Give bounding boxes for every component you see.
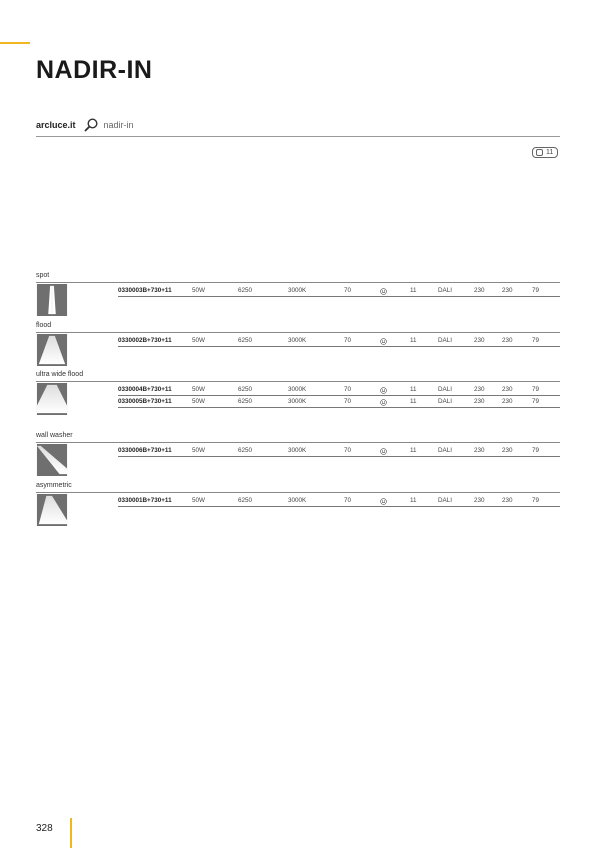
- group-divider: [36, 492, 560, 493]
- cell-d: 79: [532, 398, 540, 405]
- cell-cct: 3000K: [288, 497, 307, 504]
- group-label: asymmetric: [36, 482, 72, 489]
- search-icon[interactable]: [84, 118, 98, 132]
- cell-cct: 3000K: [288, 398, 307, 405]
- cell-ip: 11: [410, 447, 417, 454]
- cell-driver: DALI: [438, 287, 452, 294]
- cell-code: 0330002B+730+11: [118, 337, 172, 344]
- cell-code: 0330006B+730+11: [118, 447, 172, 454]
- table-row: [118, 335, 560, 347]
- row-divider: [118, 456, 560, 457]
- cell-ip: 11: [410, 337, 417, 344]
- cell-lumen: 6250: [238, 447, 253, 454]
- cell-v1: 230: [474, 337, 485, 344]
- cell-v1: 230: [474, 447, 485, 454]
- cell-v1: 230: [474, 497, 485, 504]
- cell-ip: 11: [410, 287, 417, 294]
- plug-icon: [380, 338, 387, 345]
- cell-driver: DALI: [438, 337, 452, 344]
- beam-ultra-wide-icon: [36, 383, 68, 415]
- table-row: [118, 285, 560, 297]
- group-divider: [36, 381, 560, 382]
- page-number: 328: [36, 823, 53, 834]
- plug-icon: [380, 399, 387, 406]
- accent-line-top: [0, 42, 30, 44]
- cell-code: 0330004B+730+11: [118, 386, 172, 393]
- cell-v2: 230: [502, 337, 513, 344]
- row-divider: [118, 296, 560, 297]
- group-divider: [36, 442, 560, 443]
- cell-cct: 3000K: [288, 386, 307, 393]
- cell-power: 50W: [192, 447, 205, 454]
- cell-cri: 70: [344, 337, 352, 344]
- table-row: [118, 396, 560, 408]
- group-label: ultra wide flood: [36, 371, 84, 378]
- cell-code: 0330003B+730+11: [118, 287, 172, 294]
- cell-driver: DALI: [438, 447, 452, 454]
- cell-cct: 3000K: [288, 337, 307, 344]
- cell-power: 50W: [192, 337, 205, 344]
- plug-icon: [380, 288, 387, 295]
- search-query[interactable]: nadir-in: [103, 120, 134, 130]
- beam-wall-washer-icon: [36, 444, 68, 476]
- cell-power: 50W: [192, 398, 205, 405]
- cell-cri: 70: [344, 386, 352, 393]
- cell-v1: 230: [474, 386, 485, 393]
- cell-v2: 230: [502, 386, 513, 393]
- table-row: [118, 495, 560, 507]
- cell-cri: 70: [344, 447, 352, 454]
- cell-ip: 11: [410, 398, 417, 405]
- plug-icon: [380, 387, 387, 394]
- cell-power: 50W: [192, 287, 205, 294]
- cell-v2: 230: [502, 398, 513, 405]
- table-row: [118, 384, 560, 396]
- group-label: flood: [36, 322, 52, 329]
- cell-cri: 70: [344, 398, 352, 405]
- cell-lumen: 6250: [238, 398, 253, 405]
- table-row: [118, 445, 560, 457]
- row-divider: [118, 506, 560, 507]
- beam-asymmetric-icon: [36, 494, 68, 526]
- accent-line-bottom: [70, 818, 72, 848]
- cell-lumen: 6250: [238, 337, 253, 344]
- cell-d: 79: [532, 337, 540, 344]
- row-divider: [118, 407, 560, 408]
- square-icon: [536, 149, 543, 156]
- group-label: wall washer: [36, 432, 73, 439]
- cell-d: 79: [532, 497, 540, 504]
- cell-power: 50W: [192, 386, 205, 393]
- cell-ip: 11: [410, 386, 417, 393]
- cell-lumen: 6250: [238, 386, 253, 393]
- search-divider: [36, 136, 560, 137]
- cell-d: 79: [532, 386, 540, 393]
- cell-v2: 230: [502, 287, 513, 294]
- cell-code: 0330001B+730+11: [118, 497, 172, 504]
- cell-v2: 230: [502, 497, 513, 504]
- page-title: NADIR-IN: [36, 56, 153, 84]
- cell-lumen: 6250: [238, 287, 253, 294]
- cell-lumen: 6250: [238, 497, 253, 504]
- plug-icon: [380, 498, 387, 505]
- plug-icon: [380, 448, 387, 455]
- cell-cri: 70: [344, 287, 352, 294]
- cell-power: 50W: [192, 497, 205, 504]
- cell-driver: DALI: [438, 386, 452, 393]
- protection-class-badge: [532, 147, 558, 158]
- cell-code: 0330005B+730+11: [118, 398, 172, 405]
- cell-cct: 3000K: [288, 447, 307, 454]
- cell-driver: DALI: [438, 497, 452, 504]
- beam-flood-icon: [36, 334, 68, 366]
- website-label: arcluce.it: [36, 120, 76, 130]
- cell-d: 79: [532, 447, 540, 454]
- badge-number: 11: [546, 149, 554, 156]
- row-divider: [118, 346, 560, 347]
- group-divider: [36, 282, 560, 283]
- cell-cri: 70: [344, 497, 352, 504]
- group-label: spot: [36, 272, 50, 279]
- cell-cct: 3000K: [288, 287, 307, 294]
- cell-d: 79: [532, 287, 540, 294]
- cell-ip: 11: [410, 497, 417, 504]
- cell-v1: 230: [474, 398, 485, 405]
- cell-v1: 230: [474, 287, 485, 294]
- cell-driver: DALI: [438, 398, 452, 405]
- search-bar[interactable]: [36, 118, 134, 132]
- beam-spot-icon: [36, 284, 68, 316]
- group-divider: [36, 332, 560, 333]
- cell-v2: 230: [502, 447, 513, 454]
